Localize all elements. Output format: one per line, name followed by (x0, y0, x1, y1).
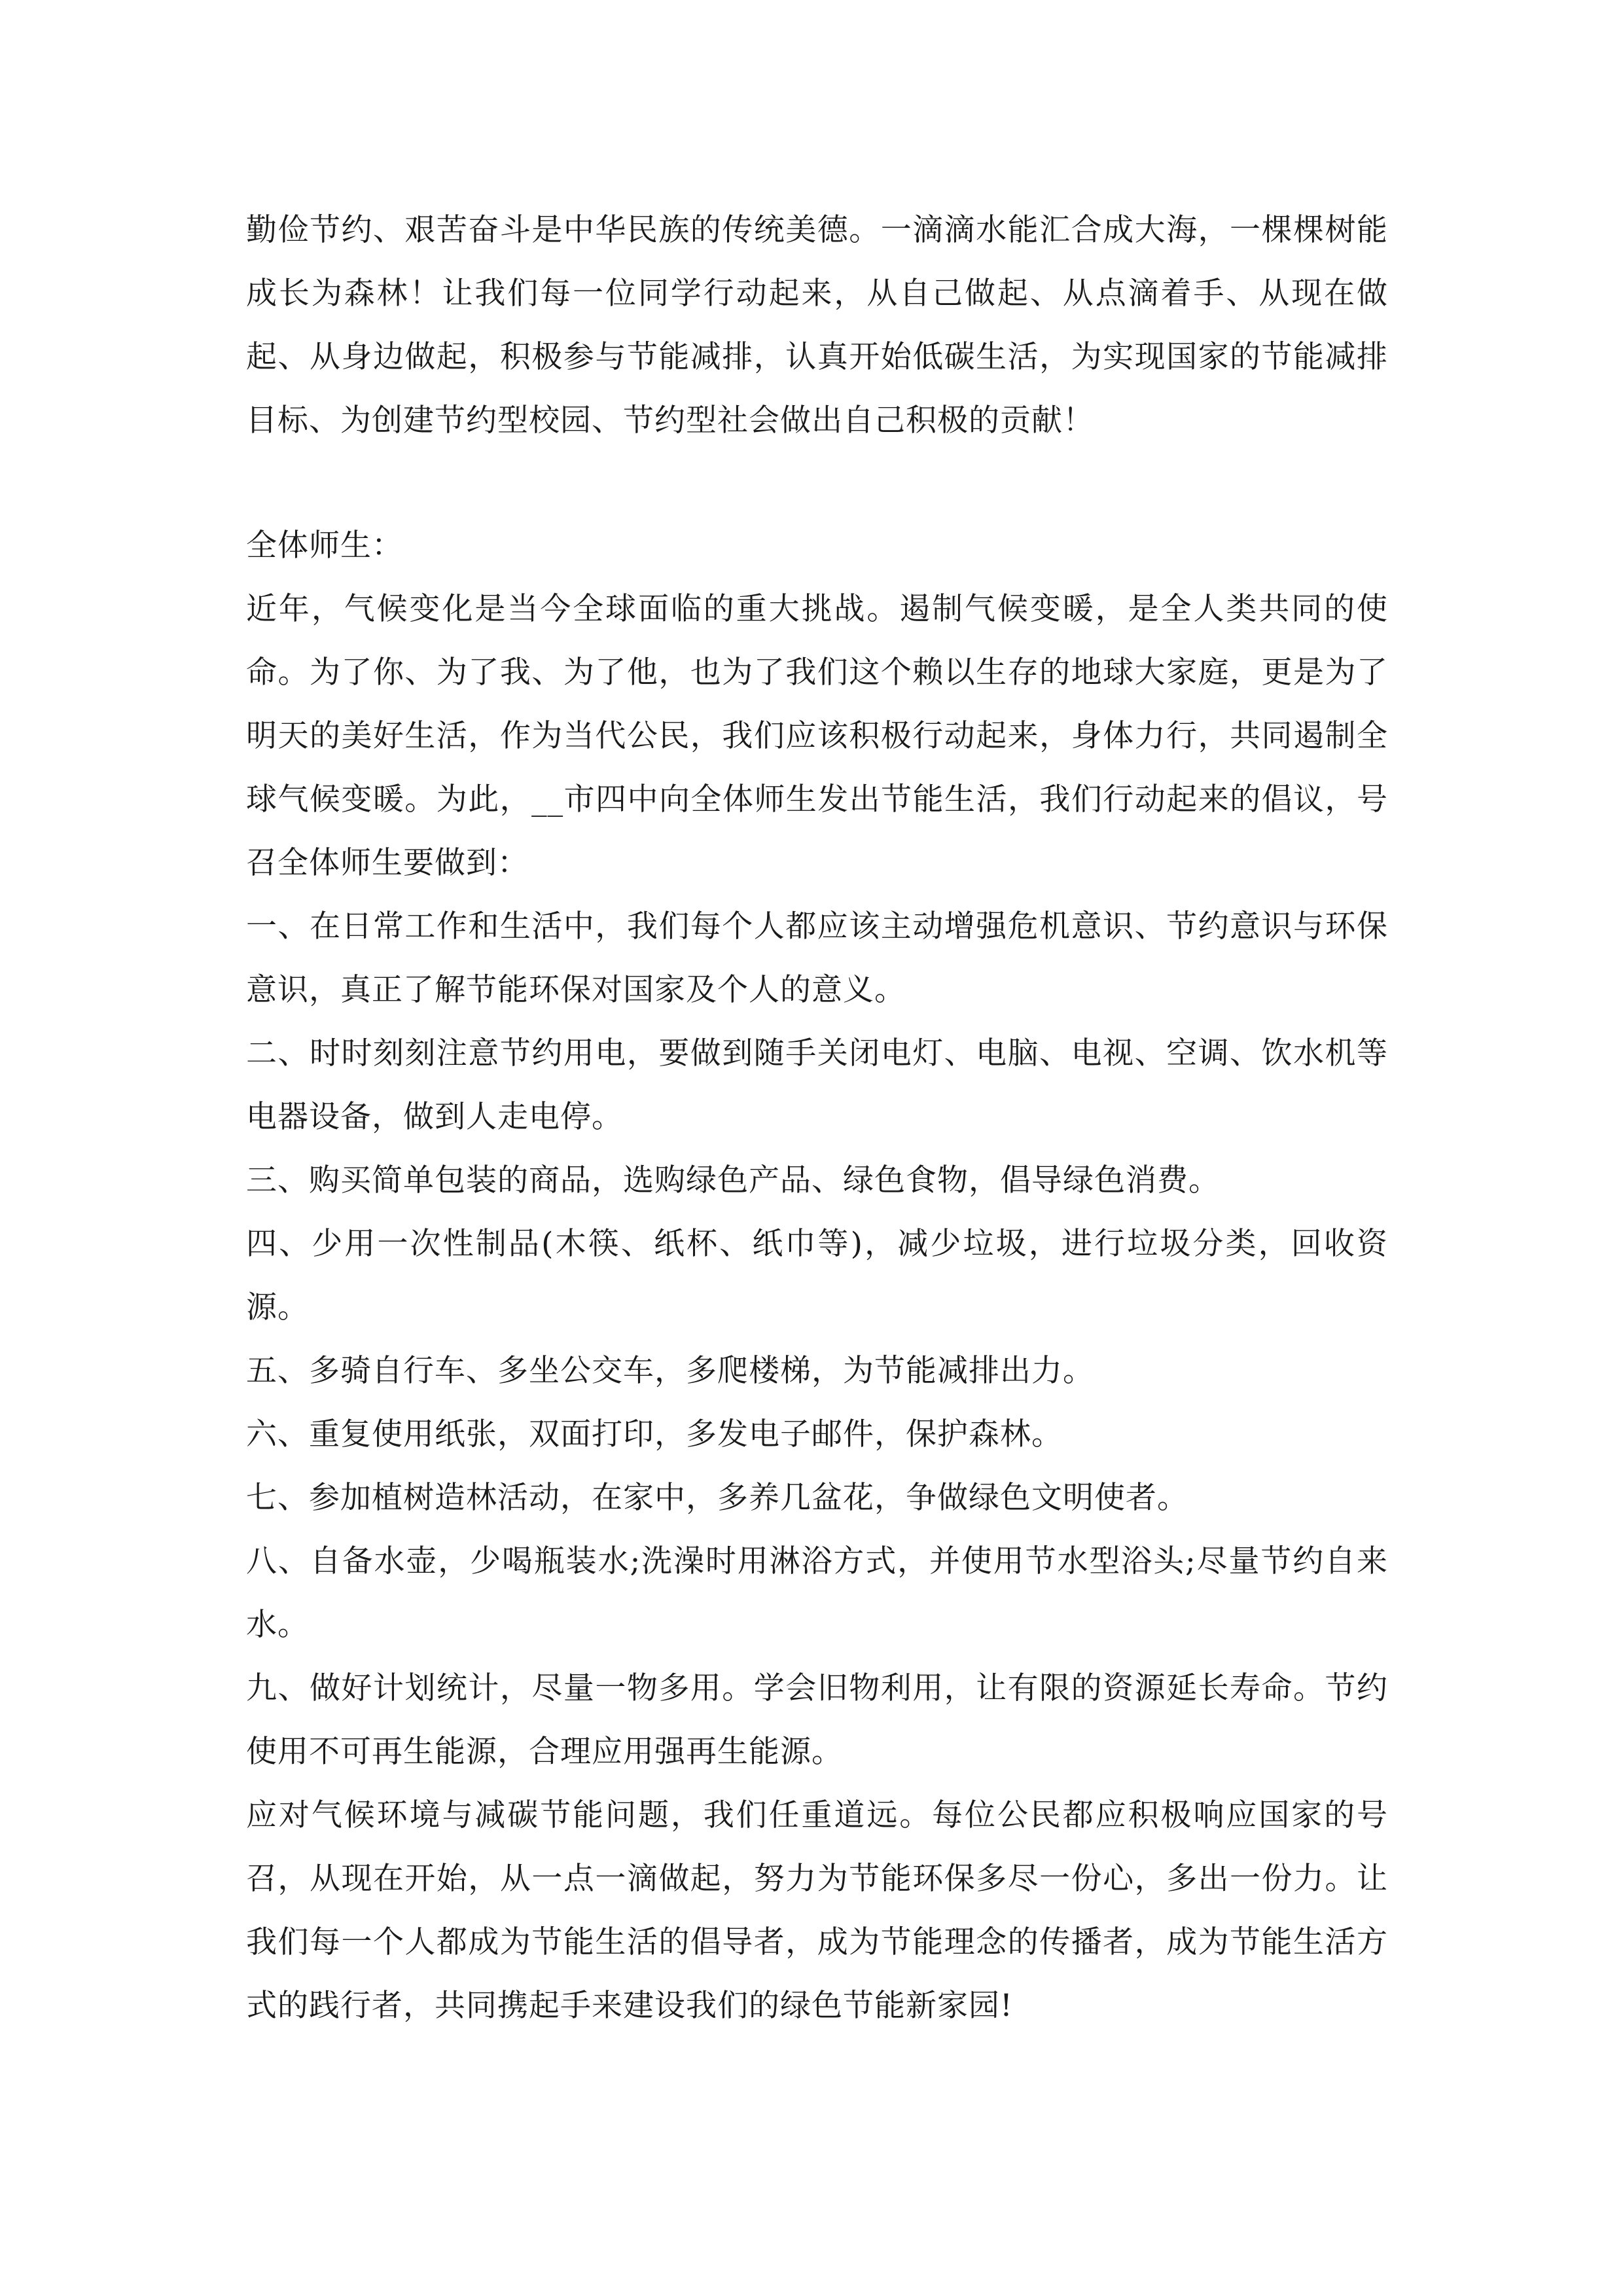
list-item: 七、参加植树造林活动，在家中，多养几盆花，争做绿色文明使者。 (246, 1480, 1188, 1516)
list-item: 六、重复使用纸张，双面打印，多发电子邮件，保护森林。 (246, 1416, 1063, 1452)
salutation: 全体师生： (246, 528, 403, 564)
list-item: 一、在日常工作和生活中，我们每个人都应该主动增强危机意识、节约意识与环保意识，真正了解节能环保对国家及个人的意义。 (246, 908, 1388, 1008)
list-item: 四、少用一次性制品(木筷、纸杯、纸巾等)，减少垃圾，进行垃圾分类，回收资源。 (246, 1226, 1388, 1325)
opening-paragraph: 近年，气候变化是当今全球面临的重大挑战。遏制气候变暖，是全人类共同的使命。为了你、为了我、为了他，也为了我们这个赖以生存的地球大家庭，更是为了明天的美好生活，作为当代公民，我们应该积极行动起来，身体力行，共同遏制全球气候变暖。为此，__市四中向全体师生发出节能生活，我们行动起来的倡议，号召全体师生要做到： (246, 591, 1388, 881)
list-item: 三、购买简单包装的商品，选购绿色产品、绿色食物，倡导绿色消费。 (246, 1162, 1220, 1198)
intro-paragraph: 勤俭节约、艰苦奋斗是中华民族的传统美德。一滴滴水能汇合成大海，一棵棵树能成长为森林！让我们每一位同学行动起来，从自己做起、从点滴着手、从现在做起、从身边做起，积极参与节能减排，认真开始低碳生活，为实现国家的节能减排目标、为创建节约型校园、节约型社会做出自己积极的贡献！ (246, 212, 1388, 439)
closing-paragraph: 应对气候环境与减碳节能问题，我们任重道远。每位公民都应积极响应国家的号召，从现在开始，从一点一滴做起，努力为节能环保多尽一份心，多出一份力。让我们每一个人都成为节能生活的倡导者，成为节能理念的传播者，成为节能生活方式的践行者，共同携起手来建设我们的绿色节能新家园! (246, 1797, 1388, 2024)
list-item: 五、多骑自行车、多坐公交车，多爬楼梯，为节能减排出力。 (246, 1353, 1094, 1389)
list-item: 二、时时刻刻注意节约用电，要做到随手关闭电灯、电脑、电视、空调、饮水机等电器设备，做到人走电停。 (246, 1035, 1388, 1135)
list-item: 八、自备水壶，少喝瓶装水;洗澡时用淋浴方式，并使用节水型浴头;尽量节约自来水。 (246, 1543, 1388, 1643)
intro-section (246, 198, 1388, 452)
list-item: 九、做好计划统计，尽量一物多用。学会旧物利用，让有限的资源延长寿命。节约使用不可再生能源，合理应用强再生能源。 (246, 1670, 1388, 1770)
proposal-section (246, 514, 1388, 2037)
